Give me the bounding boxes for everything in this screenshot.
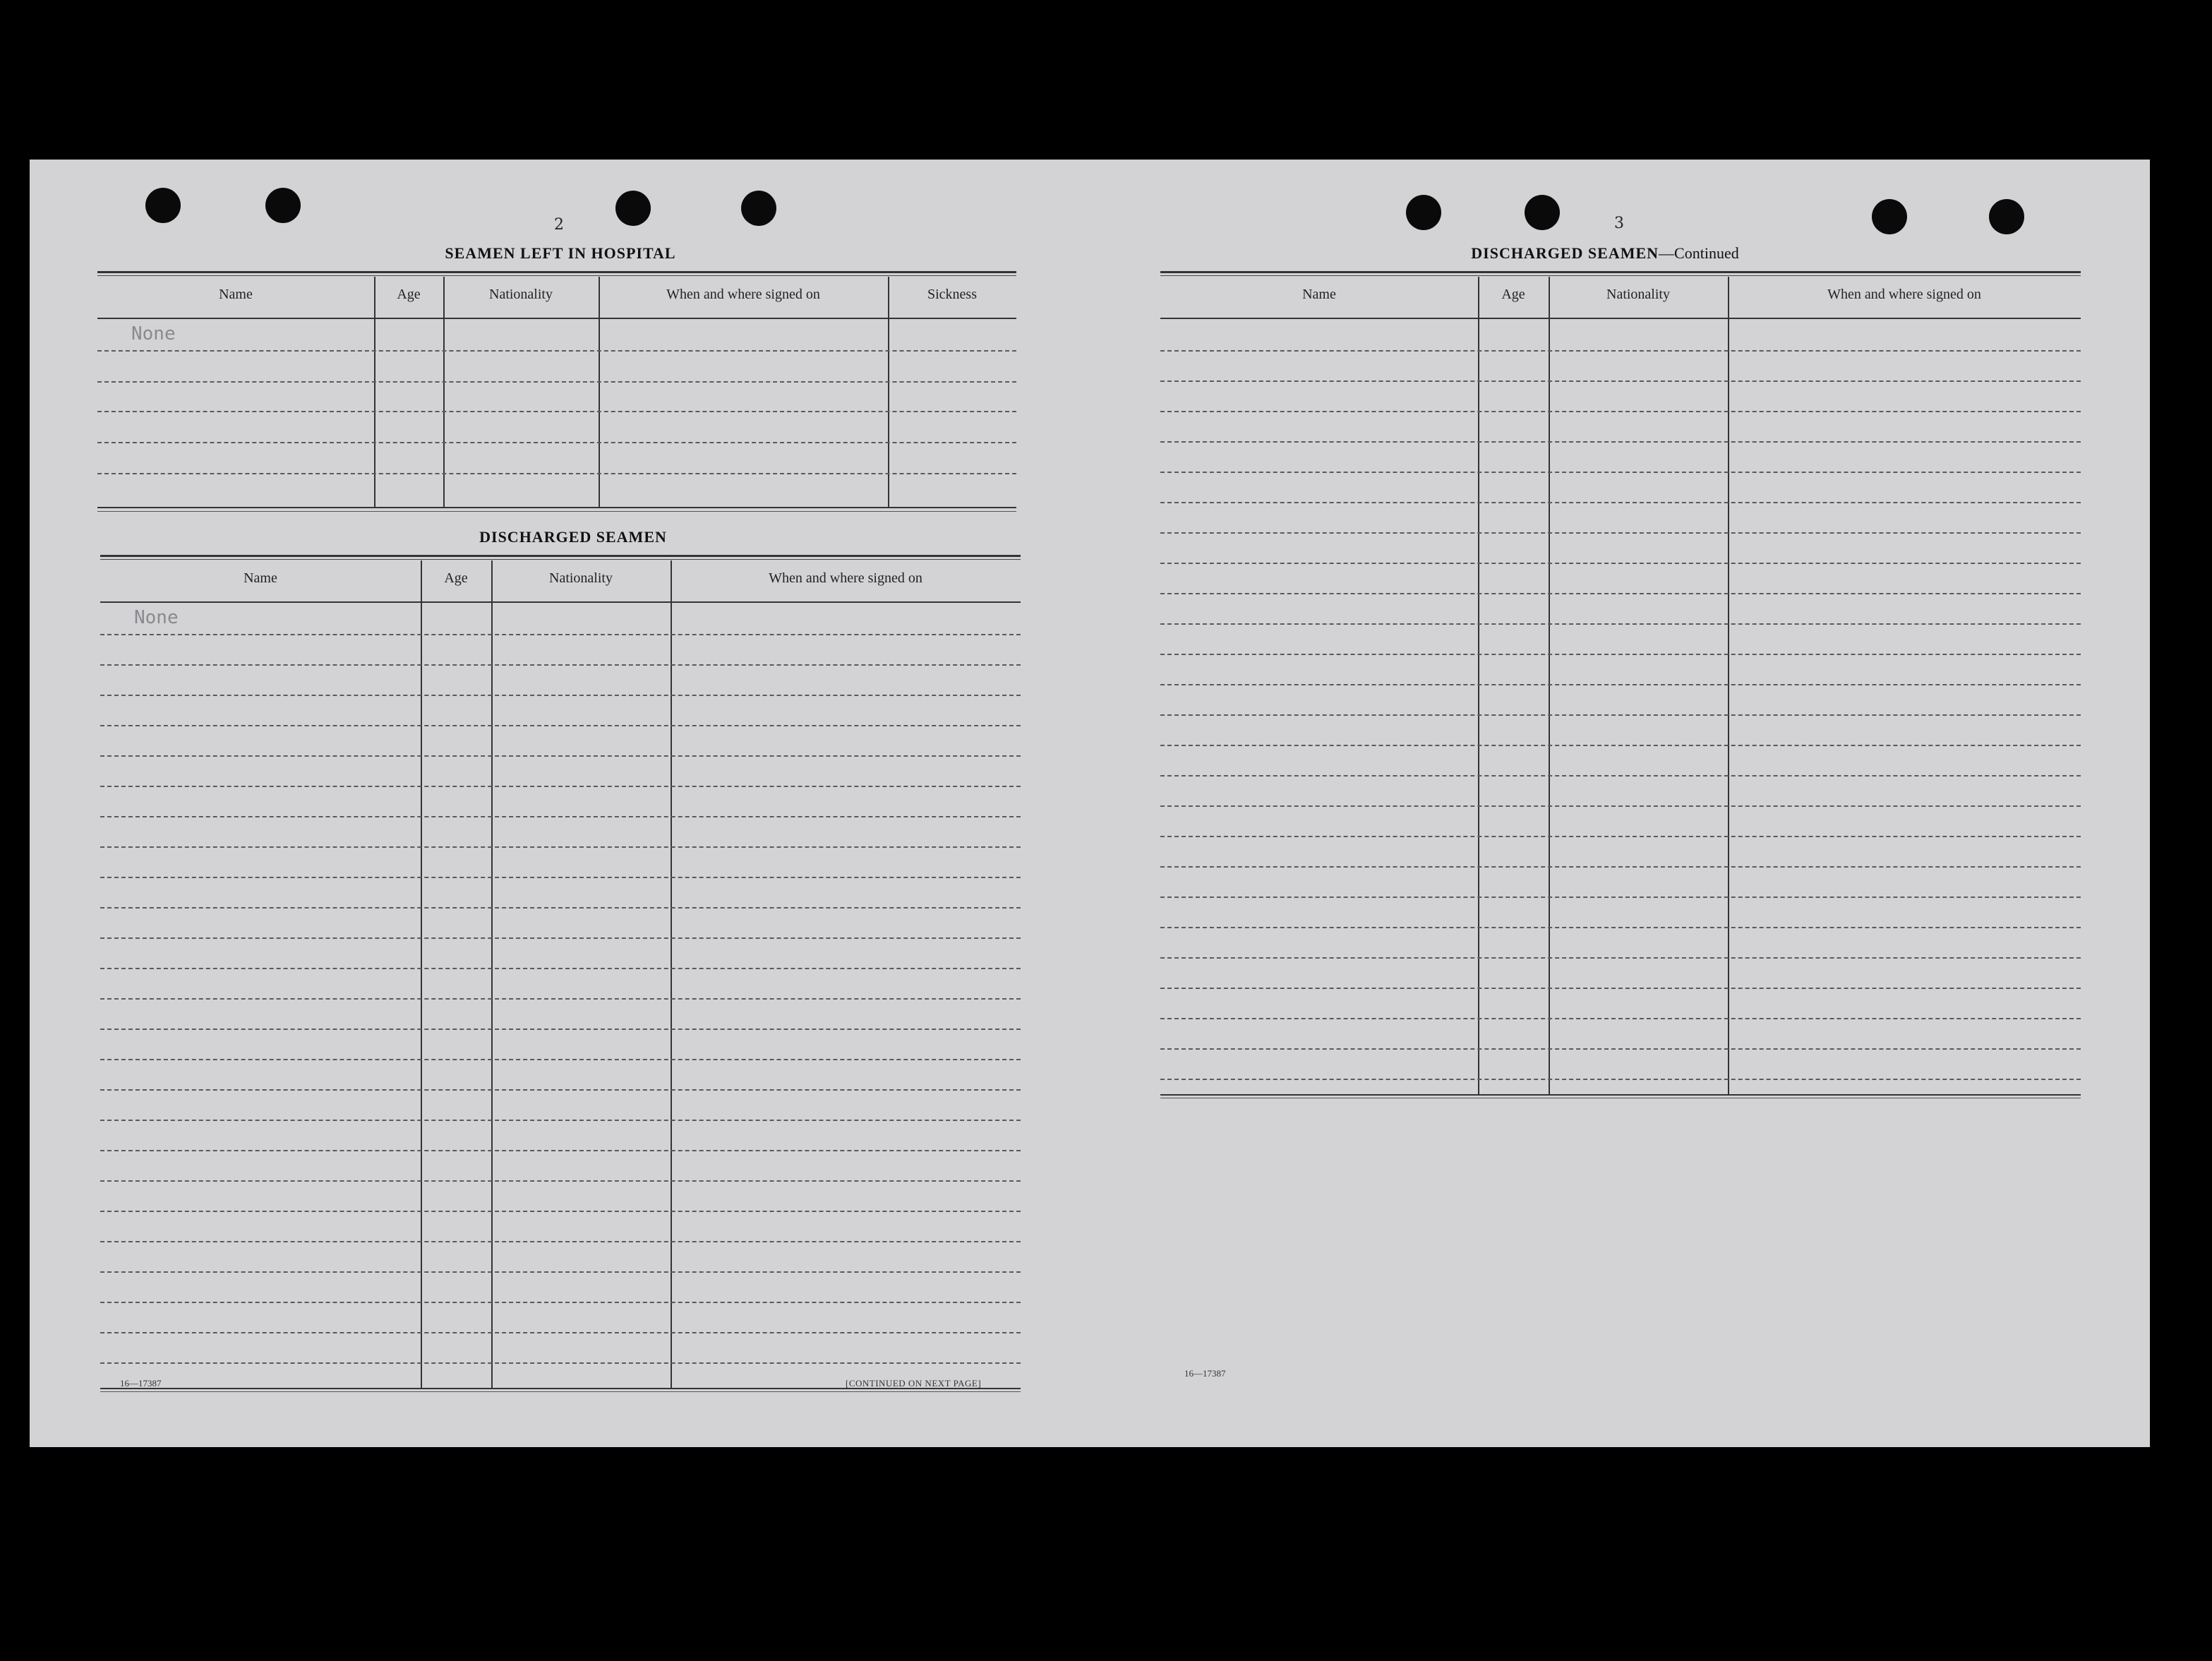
hospital-table: [97, 271, 1016, 512]
punch-hole: [1406, 195, 1441, 230]
page-number: 3: [1614, 215, 1624, 232]
document-sheet: [30, 160, 2150, 1447]
entry-text: None: [131, 323, 176, 344]
punch-hole: [1525, 195, 1560, 230]
punch-hole: [741, 191, 776, 226]
section-title-suffix: —Continued: [1659, 244, 1739, 262]
column-header: Age: [444, 570, 468, 586]
section-title: SEAMEN LEFT IN HOSPITAL: [445, 244, 676, 262]
punch-hole: [265, 188, 301, 223]
section-title: [1471, 244, 1738, 263]
punch-hole: [615, 191, 651, 226]
column-header: Nationality: [1606, 287, 1670, 302]
form-number: 16—17387: [120, 1378, 162, 1389]
column-header: Nationality: [489, 287, 553, 302]
punch-hole: [1872, 199, 1907, 234]
page-number: 2: [554, 216, 564, 234]
section-title-main: DISCHARGED SEAMEN: [1471, 244, 1659, 262]
form-number: 16—17387: [1184, 1368, 1226, 1379]
column-header: When and where signed on: [666, 287, 820, 302]
section-title: DISCHARGED SEAMEN: [479, 528, 667, 546]
punch-hole: [145, 188, 181, 223]
discharged-continued-table: [1160, 271, 2081, 1100]
column-header: Name: [244, 570, 277, 586]
column-header: Nationality: [549, 570, 613, 586]
discharged-table: [100, 555, 1021, 1392]
column-header: Sickness: [927, 287, 977, 302]
column-header: Age: [1501, 287, 1525, 302]
entry-text: None: [134, 607, 179, 628]
punch-hole: [1989, 199, 2024, 234]
column-header: Age: [397, 287, 421, 302]
column-header: Name: [1302, 287, 1336, 302]
column-header: When and where signed on: [769, 570, 922, 586]
column-header: Name: [219, 287, 253, 302]
column-header: When and where signed on: [1827, 287, 1981, 302]
continued-note: [CONTINUED ON NEXT PAGE]: [846, 1378, 982, 1389]
